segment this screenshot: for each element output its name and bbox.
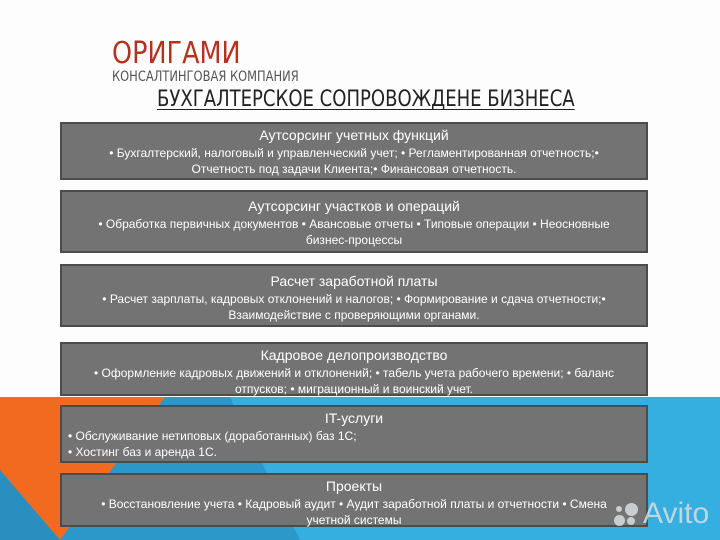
section-text: отпусков; • миграционный и воинский учет. <box>234 382 474 396</box>
section-title: Кадровое делопроизводство <box>260 347 448 363</box>
section-text: учетной системы <box>306 513 402 527</box>
section-title: Расчет заработной платы <box>270 273 438 289</box>
section-title: Проекты <box>325 478 383 494</box>
section-title: Аутсорсинг учетных функций <box>259 127 449 143</box>
section-it <box>60 405 648 463</box>
company-logo: ОРИГАМИ <box>112 36 241 71</box>
section-payroll <box>60 264 648 327</box>
section-outsourcing-operations <box>60 190 648 253</box>
section-text: • Оформление кадровых движений и отклонений; • табель учета рабочего времени; • баланс <box>93 366 614 380</box>
section-hr <box>60 342 648 396</box>
section-text: • Расчет зарплаты, кадровых отклонений и налогов; • Формирование и сдача отчетности;• <box>102 292 606 306</box>
section-text: • Восстановление учета • Кадровый аудит • Аудит заработной платы и отчетности • Смена <box>101 497 607 511</box>
page-title: БУХГАЛТЕРСКОЕ СОПРОВОЖДЕНЕ БИЗНЕСА <box>157 87 575 112</box>
section-title: IT-услуги <box>324 410 384 426</box>
section-projects <box>60 473 648 527</box>
section-title: Аутсорсинг участков и операций <box>248 198 460 214</box>
section-text: бизнес-процессы <box>305 233 403 247</box>
section-text: • Хостинг баз и аренда 1С. <box>68 445 217 459</box>
section-text: • Обслуживание нетиповых (доработанных) баз 1С; <box>68 429 357 443</box>
section-text: Отчетность под задачи Клиента;• Финансовая отчетность. <box>191 162 517 176</box>
section-text: • Обработка первичных документов • Авансовые отчеты • Типовые операции • Неосновные <box>98 217 610 231</box>
section-text: Взаимодействие с проверяющими органами. <box>228 308 480 322</box>
section-outsourcing-accounting <box>60 122 648 180</box>
avito-logo-icon <box>612 501 640 527</box>
avito-watermark <box>612 497 709 531</box>
section-text: • Бухгалтерский, налоговый и управленческий учет; • Регламентированная отчетность;• <box>109 146 599 160</box>
company-subtitle: КОНСАЛТИНГОВАЯ КОМПАНИЯ <box>112 69 299 85</box>
avito-text: Avito <box>643 497 710 530</box>
